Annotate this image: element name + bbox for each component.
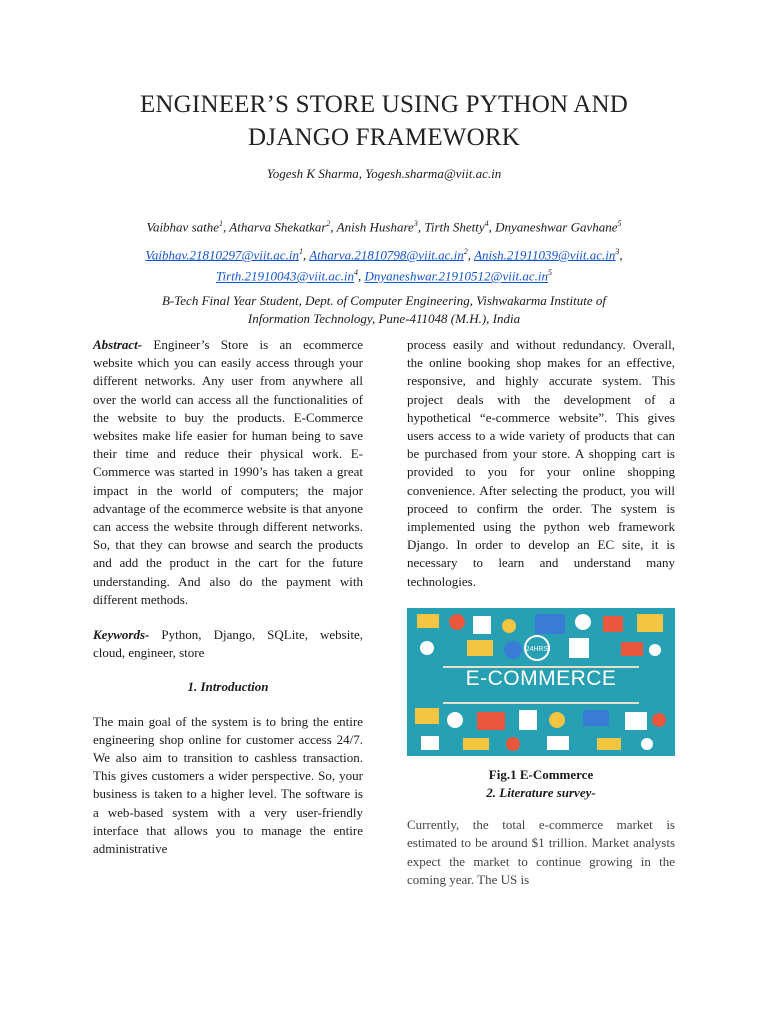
separator: ,	[330, 219, 337, 235]
email-line-1	[40, 243, 728, 264]
intro-heading: 1. Introduction	[187, 679, 269, 695]
author-index: 4	[354, 268, 358, 278]
author-index: 4	[484, 219, 489, 228]
separator: ,	[467, 247, 475, 263]
author-name: Anish Hushare	[336, 219, 414, 235]
intro-text: The main goal of the system is to bring the entire engineering shop online for customer access 24/7. We also aim to transition to cashless transaction. This gives customers a wider perspective. So, your business is taken to a higher level. The software is a web-based system with a very user-friendly interface that allows you to manage the entire administrative	[93, 713, 363, 857]
author-index: 2	[463, 247, 468, 256]
author-email[interactable]: Tirth.21910043@viit.ac.in	[216, 268, 354, 284]
left-column	[93, 336, 363, 858]
author-index: 2	[326, 219, 331, 228]
figure-label: E-COMMERCE	[465, 666, 617, 690]
affiliation-line-1: B-Tech Final Year Student, Dept. of Computer Engineering, Vishwakarma Institute of	[161, 293, 607, 308]
title-line-1: ENGINEER’S STORE USING PYTHON AND	[139, 91, 629, 118]
affiliation	[60, 292, 708, 328]
author-list	[40, 215, 728, 236]
abstract-text: Engineer’s Store is an ecommerce website which you can easily access through your different networks. Any user from anywhere all over the world can access all the functionalities of the website to buy the products. E-Commerce websites make life easier for human being to save their time and reduce their physical work. E-Commerce was started in 1990’s has taken a great impact in the world of computers; the major advantage of the ecommerce website is that anyone can access the website through different networks. So, that they can browse and search the products and add the product in the cart for the future understanding. And also do the payment with different methods.	[93, 337, 363, 607]
author-index: 5	[547, 268, 552, 278]
separator: ,	[302, 247, 310, 263]
author-email[interactable]: Dnyaneshwar.21910512@viit.ac.in	[364, 268, 548, 284]
author-email[interactable]: Anish.21911039@viit.ac.in	[474, 247, 616, 263]
separator: ,	[358, 268, 365, 284]
ecommerce-figure	[407, 608, 675, 756]
author-email[interactable]: Vaibhav.21810297@viit.ac.in	[145, 247, 299, 263]
author-name: Dnyaneshwar Gavhane	[495, 219, 618, 235]
keywords-text: Python, Django, SQLite, website, cloud, engineer, store	[93, 627, 363, 661]
author-name: Atharva Shekatkar	[229, 219, 327, 235]
continued-text: process easily and without redundancy. Overall, the online booking shop makes for an effective, responsive, and highly accurate system. This project deals with the development of a hypothetical “e-commerce website”. This gives users access to a wide variety of products that can be purchased from your store. A shopping cart is provided to you for your online shopping convenience. After selecting the product, you will proceed to confirm the order. The system is implemented using the python web framework Django. In order to develop an EC site, it is necessary to learn and understand many technologies.	[407, 337, 675, 589]
figure-badge: 24HRS	[525, 645, 549, 653]
affiliation-line-2: Information Technology, Pune-411048 (M.H.), India	[247, 311, 521, 326]
lead-author: Yogesh K Sharma, Yogesh.sharma@viit.ac.in	[266, 166, 502, 181]
author-index: 3	[413, 219, 418, 228]
separator: ,	[223, 219, 230, 235]
author-index: 1	[219, 219, 224, 228]
abstract	[93, 336, 363, 609]
lit-heading: 2. Literature survey-	[486, 785, 596, 801]
separator: ,	[619, 247, 623, 263]
author-email[interactable]: Atharva.21810798@viit.ac.in	[309, 247, 464, 263]
author-index: 1	[298, 247, 303, 256]
title-line-2: DJANGO FRAMEWORK	[248, 124, 520, 151]
keywords	[93, 626, 363, 662]
author-name: Vaibhav sathe	[146, 219, 220, 235]
author-emails	[40, 243, 728, 286]
abstract-label: Abstract-	[93, 337, 143, 352]
globe-icon	[504, 641, 522, 659]
separator: ,	[488, 219, 496, 235]
separator: ,	[417, 219, 425, 235]
lit-text: Currently, the total e-commerce market is estimated to be around $1 trillion. Market analysts expect the market to continue growing in the coming year. The US is	[407, 817, 675, 887]
right-column	[407, 336, 675, 889]
email-line-2	[40, 264, 728, 285]
author-index: 5	[617, 219, 622, 228]
author-name: Tirth Shetty	[424, 219, 485, 235]
keywords-label: Keywords-	[93, 627, 150, 643]
figure-caption: Fig.1 E-Commerce	[488, 766, 594, 782]
paper-title	[60, 88, 708, 154]
author-index: 3	[615, 247, 620, 256]
